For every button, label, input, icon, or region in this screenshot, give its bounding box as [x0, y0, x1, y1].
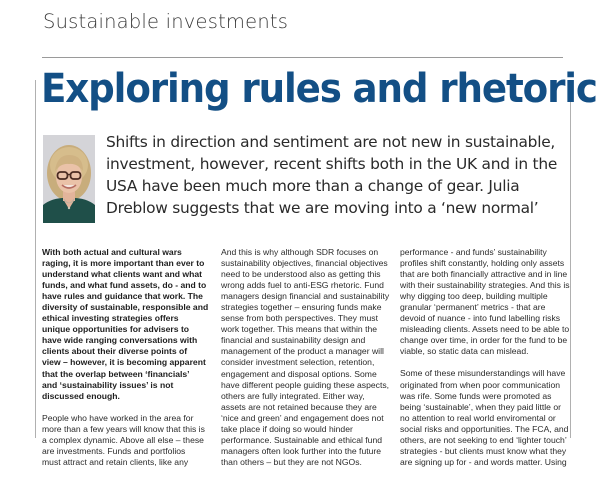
body-paragraph	[400, 247, 568, 357]
body-paragraph	[42, 413, 212, 468]
text-line: have different people guiding these aspects,	[221, 379, 390, 390]
text-line: ethical investing strategies offers	[42, 313, 179, 324]
body-column-1	[42, 247, 212, 479]
text-line: management of the product a manager will	[221, 346, 384, 357]
body-column-3	[400, 247, 568, 479]
text-line: misleading clients. Assets need to be able to	[400, 324, 570, 335]
text-line: engagement and disposal options. Some	[221, 368, 377, 379]
text-line: change over time, in order for the fund to be	[400, 335, 568, 346]
text-line: others are fully integrated. Either way,	[221, 390, 365, 401]
text-line: sense from both perspectives. They must	[221, 313, 378, 324]
text-line: managers often look further into the future	[221, 445, 382, 456]
text-line: raging, it is more important than ever to	[42, 258, 205, 269]
text-line: unique opportunities for advisers to	[42, 324, 190, 335]
text-line: must attract and retain clients, like any	[42, 456, 189, 467]
text-line: With both actual and cultural wars	[42, 247, 182, 257]
text-line: People who have worked in the area for	[42, 412, 194, 423]
text-line: discussed enough.	[42, 390, 120, 401]
text-line: funds, and what fund assets, do - and to	[42, 280, 207, 291]
article-standfirst	[106, 131, 566, 219]
body-column-2	[221, 247, 391, 479]
text-line: managers design financial and sustainability	[221, 291, 390, 302]
article-headline: Exploring rules and rhetoric	[41, 66, 597, 112]
lead-paragraph	[42, 247, 212, 402]
text-line: strategies together – ensuring funds make	[221, 302, 382, 313]
text-line: profiles shift constantly, holding only assets	[400, 258, 565, 269]
text-line: ‘nice and green’ and engagement does not	[221, 412, 384, 423]
author-portrait	[43, 135, 95, 223]
text-line: performance - and funds’ sustainability	[400, 247, 547, 257]
article-frame-left-border	[35, 80, 36, 438]
standfirst-line: Shifts in direction and sentiment are not new in sustainable,	[106, 133, 556, 151]
section-label: Sustainable investments	[43, 10, 289, 33]
text-line: clients about their diverse points of	[42, 346, 188, 357]
text-line: diversity of sustainable, responsible and	[42, 302, 209, 313]
text-line: granular ‘permanent’ metrics - that are	[400, 302, 546, 313]
text-line: no attention to real world enviromental or	[400, 412, 556, 423]
text-line: performance. Sustainable and ethical fund	[221, 434, 382, 445]
text-line: consider investment selection, retention,	[221, 357, 375, 368]
text-line: sustainability objectives, financial objectives	[221, 258, 388, 269]
text-line: assets are not retained because they are	[221, 401, 377, 412]
text-line: a complex dynamic. Above all else – these	[42, 434, 204, 445]
text-line: view – however, it is becoming apparent	[42, 357, 206, 368]
text-line: have rules and guidance that work. The	[42, 291, 203, 302]
text-line: others, are not seeking to end ‘lighter touch’	[400, 434, 567, 445]
text-line: social risks and opportunities. The FCA, and	[400, 423, 569, 434]
standfirst-line: USA have been much more than a change of gear. Julia	[106, 177, 520, 195]
text-line: are investments. Funds and portfolios	[42, 445, 186, 456]
text-line: Some of these misunderstandings will have	[400, 368, 566, 379]
text-line: And this is why although SDR focuses on	[221, 247, 379, 257]
text-line: are signing up for - and words matter. Using	[400, 456, 567, 467]
text-line: being ‘sustainable’, when they paid little or	[400, 401, 561, 412]
standfirst-line: Dreblow suggests that we are moving into a ‘new normal’	[106, 199, 539, 217]
text-line: financial and sustainability design and	[221, 335, 366, 346]
text-line: was rife. Some funds were promoted as	[400, 390, 552, 401]
text-line: that are both financially attractive and in line	[400, 269, 568, 280]
text-line: than others – but they are not NGOs.	[221, 456, 362, 467]
standfirst-line: investment, however, recent shifts both in the UK and in the	[106, 155, 558, 173]
text-line: understand what clients want and what	[42, 269, 202, 280]
body-paragraph	[221, 247, 391, 468]
text-line: more than a few years will know that this is	[42, 423, 205, 434]
text-line: have wide ranging conversations with	[42, 335, 198, 346]
header-rule-divider	[42, 57, 563, 58]
text-line: wrong adds fuel to anti-ESG rhetoric. Fund	[221, 280, 384, 291]
body-paragraph	[400, 368, 568, 467]
text-line: why digging too deep, building multiple	[400, 291, 548, 302]
text-line: viable, so static data can mislead.	[400, 346, 529, 357]
text-line: and ‘sustainability issues’ is not	[42, 379, 174, 390]
text-line: take place if doing so would hinder	[221, 423, 353, 434]
text-line: originated from when poor communication	[400, 379, 561, 390]
text-line: strategies - but clients must know what they	[400, 445, 567, 456]
text-line: that the overlap between ‘financials’	[42, 368, 190, 379]
author-photo-icon	[43, 135, 95, 223]
text-line: devoid of nuance - into fund labelling risks	[400, 313, 561, 324]
text-line: need to be understood also as getting this	[221, 269, 381, 280]
text-line: with their sustainability strategies. And this is	[400, 280, 570, 291]
article-frame-right-border	[570, 80, 571, 438]
text-line: work together. This means that within the	[221, 324, 378, 335]
